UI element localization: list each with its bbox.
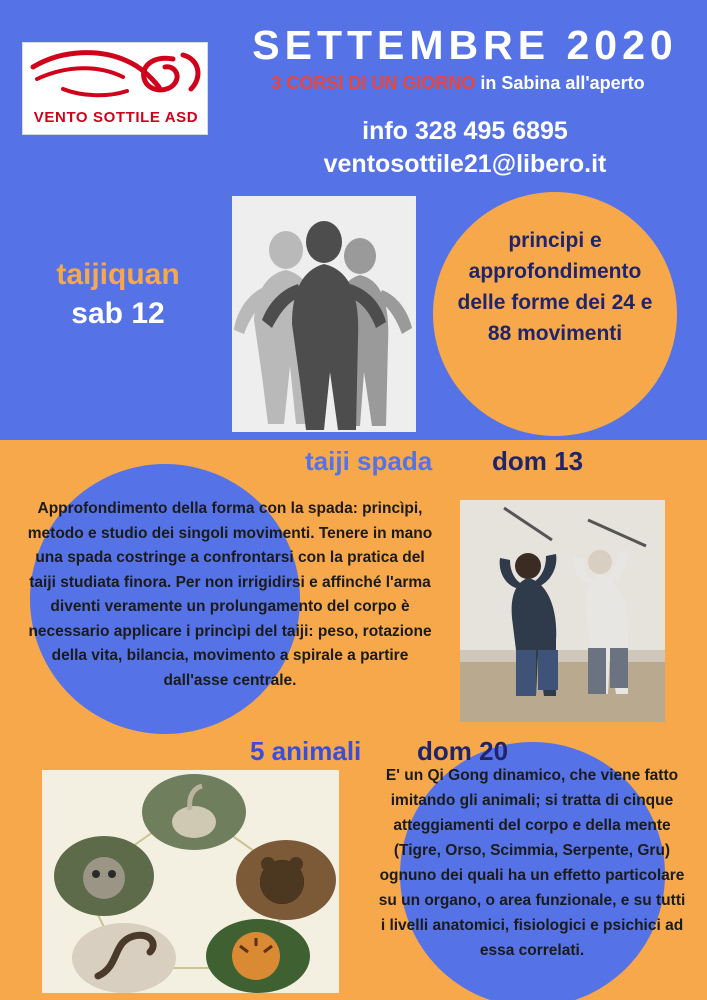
- swirl-icon: [23, 45, 209, 107]
- taijiquan-photo: [232, 196, 416, 432]
- subtitle: [216, 73, 700, 94]
- spada-body: Approfondimento della forma con la spada: princìpi, metodo e studio dei singoli movimenti. Tenere in mano una spada costringe a confrontarsi con la pratica del taiji studiata finora. Per non irrigidirsi e affinché l'arma diventi veramente un prolungamento del corpo è necessario applicare i princìpi del taiji: peso, rotazione della vita, bilancia, movimento a spirale a partire dall'asse centrale.: [27, 500, 433, 689]
- contact-phone: info 328 495 6895: [362, 117, 568, 145]
- animali-body: E' un Qi Gong dinamico, che viene fatto imitando gli animali; si tratta di cinque atteggiamenti del corpo e della mente (Tigre, Orso, Scimmia, Serpente, Gru) ognuno dei quali ha un effetto particolare su un organo, o area funzionale, e su tutti i livelli anatomici, fisiologici e psichici ad essa correlati.: [378, 767, 686, 959]
- contact-email: ventosottile21@libero.it: [323, 150, 607, 178]
- logo-text: VENTO SOTTILE ASD: [33, 109, 199, 126]
- subtitle-rest: in Sabina all'aperto: [475, 73, 645, 93]
- sword-practitioners-icon: [460, 500, 665, 722]
- spada-title: taiji spada: [305, 446, 433, 476]
- logo: [22, 42, 208, 135]
- animali-title: 5 animali: [250, 736, 362, 766]
- five-animals-collage-icon: [42, 770, 339, 993]
- animali-photo: [42, 770, 339, 993]
- animali-date: dom 20: [417, 736, 509, 766]
- spada-date: dom 13: [492, 446, 584, 476]
- taijiquan-circle-text: principi e approfondimento delle forme dei 24 e 88 movimenti: [457, 229, 653, 345]
- taijiquan-silhouettes-icon: [232, 196, 416, 432]
- spada-photo: [460, 500, 665, 722]
- taijiquan-label: taijiquan: [56, 258, 180, 291]
- page-title: SETTEMBRE 2020: [252, 22, 678, 68]
- taijiquan-date: sab 12: [71, 297, 165, 330]
- subtitle-highlight: 3 CORSI DI UN GIORNO: [271, 73, 476, 93]
